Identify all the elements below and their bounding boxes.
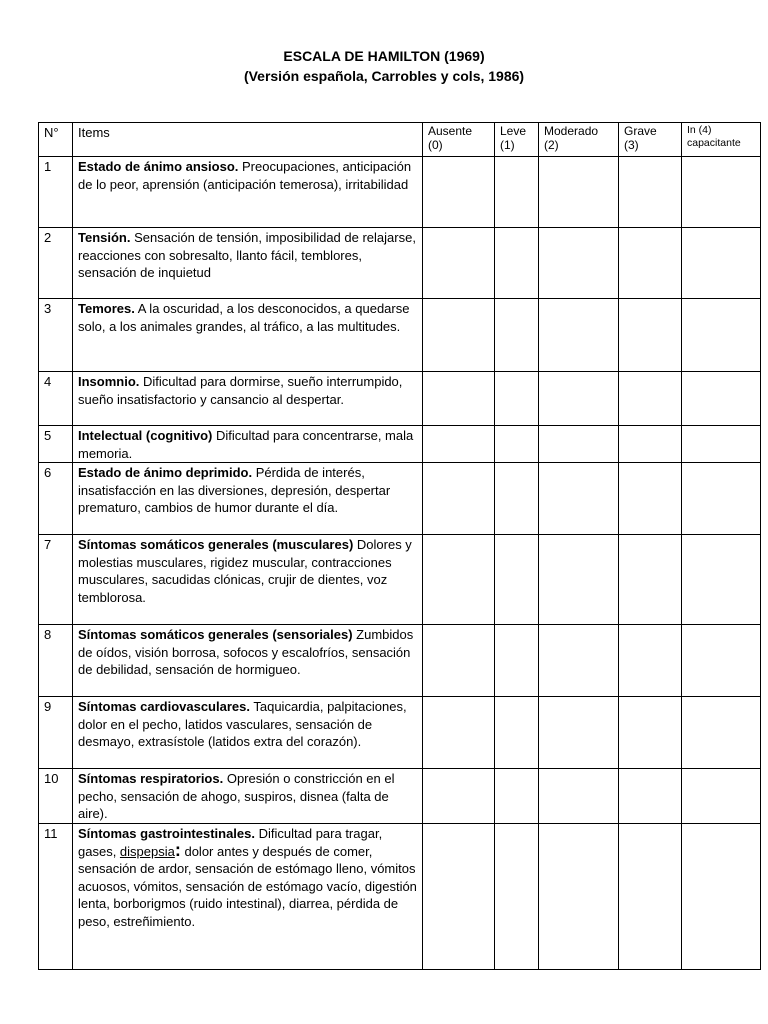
- table-row: [39, 426, 761, 463]
- item-title: Síntomas somáticos generales (sensoriales): [78, 627, 353, 643]
- row-item: [73, 299, 423, 372]
- item-title: Síntomas somáticos generales (musculares): [78, 537, 354, 553]
- item-description: Taquicardia, palpitaciones, dolor en el pecho, latidos vasculares, sensación de desmayo, extrasístole (latidos extra del corazón).: [78, 699, 407, 750]
- table-row: [39, 535, 761, 625]
- header-leve: [495, 123, 539, 157]
- score-cell-2[interactable]: [539, 299, 619, 372]
- score-cell-1[interactable]: [495, 697, 539, 769]
- score-cell-1[interactable]: [495, 372, 539, 426]
- colon-mark: :: [174, 839, 181, 860]
- row-number: 3: [39, 299, 73, 372]
- item-description: Dolores y molestias musculares, rigidez muscular, contracciones musculares, sacudidas clónicas, crujir de dientes, voz temblorosa.: [78, 537, 412, 605]
- score-cell-3[interactable]: [619, 426, 682, 463]
- item-description-b: dolor antes y después de comer, sensación de ardor, sensación de estómago lleno, vómitos acuosos, vómitos, sensación de estómago vacío, digestión lenta, borborigmos (ruido intestinal), diarrea, pérdida de peso, estreñimiento.: [78, 843, 417, 929]
- item-description: Opresión o constricción en el pecho, sensación de ahogo, suspiros, disnea (falta de aire).: [78, 771, 395, 822]
- table-row: [39, 823, 761, 969]
- score-cell-3[interactable]: [619, 535, 682, 625]
- header-incapacitante-label: In (4): [687, 124, 712, 136]
- title-line-1: ESCALA DE HAMILTON (1969): [283, 48, 485, 64]
- item-title: Estado de ánimo deprimido.: [78, 465, 253, 481]
- score-cell-3[interactable]: [619, 299, 682, 372]
- item-description: Dificultad para concentrarse, mala memoria.: [78, 428, 414, 461]
- item-description-a: Dificultad para tragar, gases,: [78, 825, 383, 859]
- header-incapacitante: [682, 123, 761, 157]
- score-cell-4[interactable]: [682, 769, 761, 824]
- score-cell-2[interactable]: [539, 426, 619, 463]
- score-cell-4[interactable]: [682, 823, 761, 969]
- score-cell-0[interactable]: [423, 697, 495, 769]
- score-cell-3[interactable]: [619, 625, 682, 697]
- score-cell-4[interactable]: [682, 157, 761, 228]
- header-moderado-label: Moderado: [544, 124, 599, 138]
- table-row: [39, 463, 761, 535]
- score-cell-1[interactable]: [495, 823, 539, 969]
- document-title: [0, 46, 768, 86]
- score-cell-2[interactable]: [539, 823, 619, 969]
- table-row: [39, 697, 761, 769]
- row-number: 11: [39, 823, 73, 969]
- score-cell-3[interactable]: [619, 157, 682, 228]
- row-number: 10: [39, 769, 73, 824]
- score-cell-0[interactable]: [423, 463, 495, 535]
- score-cell-0[interactable]: [423, 426, 495, 463]
- score-cell-4[interactable]: [682, 299, 761, 372]
- header-grave-score: (3): [624, 138, 639, 152]
- row-item: [73, 228, 423, 299]
- table-row: [39, 372, 761, 426]
- score-cell-0[interactable]: [423, 823, 495, 969]
- header-ausente-label: Ausente: [428, 124, 473, 138]
- row-item: [73, 769, 423, 824]
- score-cell-1[interactable]: [495, 299, 539, 372]
- row-item: [73, 535, 423, 625]
- score-cell-4[interactable]: [682, 463, 761, 535]
- score-cell-2[interactable]: [539, 625, 619, 697]
- row-number: 1: [39, 157, 73, 228]
- score-cell-0[interactable]: [423, 157, 495, 228]
- header-ausente-score: (0): [428, 138, 443, 152]
- item-description: Dificultad para dormirse, sueño interrumpido, sueño insatisfactorio y cansancio al despertar.: [78, 374, 403, 407]
- item-title: Insomnio.: [78, 374, 140, 389]
- header-leve-score: (1): [500, 138, 515, 152]
- row-item: [73, 426, 423, 463]
- score-cell-1[interactable]: [495, 426, 539, 463]
- item-title: Temores.: [78, 301, 135, 316]
- score-cell-2[interactable]: [539, 463, 619, 535]
- row-item: [73, 823, 423, 969]
- hamilton-scale-table: [38, 122, 761, 970]
- score-cell-2[interactable]: [539, 157, 619, 228]
- item-title: Síntomas gastrointestinales.: [78, 825, 255, 841]
- score-cell-3[interactable]: [619, 697, 682, 769]
- item-description: Zumbidos de oídos, visión borrosa, sofocos y escalofríos, sensación de debilidad, sensación de hormigueo.: [78, 627, 414, 678]
- score-cell-1[interactable]: [495, 625, 539, 697]
- header-moderado-score: (2): [544, 138, 559, 152]
- row-item: [73, 625, 423, 697]
- table-row: [39, 228, 761, 299]
- score-cell-1[interactable]: [495, 535, 539, 625]
- item-description: Pérdida de interés, insatisfacción en las diversiones, depresión, despertar prematuro, cambios de humor durante el día.: [78, 465, 391, 516]
- score-cell-4[interactable]: [682, 426, 761, 463]
- table-row: [39, 157, 761, 228]
- row-number: 8: [39, 625, 73, 697]
- row-item: [73, 463, 423, 535]
- row-number: 7: [39, 535, 73, 625]
- row-number: 4: [39, 372, 73, 426]
- item-title: Estado de ánimo ansioso.: [78, 159, 239, 174]
- score-cell-4[interactable]: [682, 625, 761, 697]
- row-item: [73, 697, 423, 769]
- score-cell-0[interactable]: [423, 372, 495, 426]
- score-cell-3[interactable]: [619, 823, 682, 969]
- score-cell-3[interactable]: [619, 372, 682, 426]
- score-cell-2[interactable]: [539, 228, 619, 299]
- score-cell-2[interactable]: [539, 697, 619, 769]
- header-moderado: [539, 123, 619, 157]
- score-cell-1[interactable]: [495, 157, 539, 228]
- row-number: 2: [39, 228, 73, 299]
- header-ausente: [423, 123, 495, 157]
- header-grave-label: Grave: [624, 124, 657, 138]
- score-cell-4[interactable]: [682, 535, 761, 625]
- score-cell-4[interactable]: [682, 697, 761, 769]
- score-cell-0[interactable]: [423, 769, 495, 824]
- header-grave: [619, 123, 682, 157]
- score-cell-3[interactable]: [619, 769, 682, 824]
- score-cell-1[interactable]: [495, 228, 539, 299]
- table-row: [39, 299, 761, 372]
- item-title: Tensión.: [78, 230, 131, 245]
- table-row: [39, 625, 761, 697]
- score-cell-4[interactable]: [682, 372, 761, 426]
- row-number: 5: [39, 426, 73, 463]
- header-leve-label: Leve: [500, 124, 527, 138]
- item-title: Intelectual (cognitivo): [78, 428, 213, 443]
- score-cell-1[interactable]: [495, 769, 539, 824]
- item-title: Síntomas cardiovasculares.: [78, 699, 250, 715]
- score-cell-0[interactable]: [423, 535, 495, 625]
- row-number: 9: [39, 697, 73, 769]
- header-items: Items: [73, 123, 423, 157]
- title-line-2: (Versión española, Carrobles y cols, 1986): [243, 68, 525, 84]
- header-incapacitante-suffix: capacitante: [687, 137, 741, 149]
- table-row: [39, 769, 761, 824]
- score-cell-2[interactable]: [539, 535, 619, 625]
- score-cell-0[interactable]: [423, 625, 495, 697]
- score-cell-3[interactable]: [619, 228, 682, 299]
- row-item: [73, 157, 423, 228]
- header-number: N°: [39, 123, 73, 157]
- item-description: A la oscuridad, a los desconocidos, a quedarse solo, a los animales grandes, al tráfico, a las multitudes.: [78, 301, 410, 334]
- row-item: [73, 372, 423, 426]
- score-cell-4[interactable]: [682, 228, 761, 299]
- score-cell-2[interactable]: [539, 769, 619, 824]
- item-description: Sensación de tensión, imposibilidad de relajarse, reacciones con sobresalto, llanto fácil, temblores, sensación de inquietud: [78, 230, 416, 281]
- header-row: [39, 123, 761, 157]
- score-cell-1[interactable]: [495, 463, 539, 535]
- score-cell-0[interactable]: [423, 228, 495, 299]
- row-number: 6: [39, 463, 73, 535]
- item-description: Preocupaciones, anticipación de lo peor, aprensión (anticipación temerosa), irritabilidad: [78, 159, 412, 192]
- score-cell-0[interactable]: [423, 299, 495, 372]
- dispepsia-link[interactable]: dispepsia: [119, 843, 175, 859]
- item-title: Síntomas respiratorios.: [78, 771, 224, 787]
- score-cell-2[interactable]: [539, 372, 619, 426]
- score-cell-3[interactable]: [619, 463, 682, 535]
